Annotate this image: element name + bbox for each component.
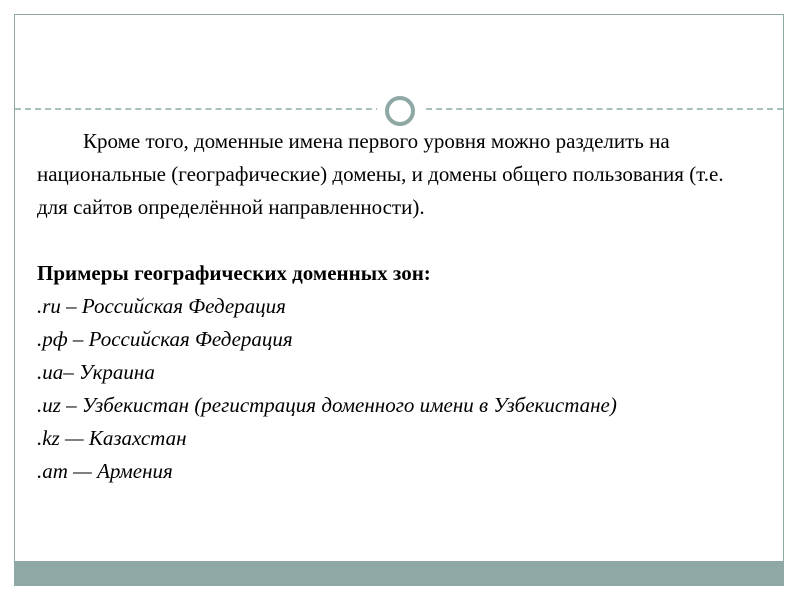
example-ua: .ua– Украина [37,360,155,384]
example-rf: .рф – Российская Федерация [37,327,293,351]
example-am: .am — Армения [37,459,173,483]
example-uz: .uz – Узбекистан (регистрация доменного имени в Узбекистане) [37,393,617,417]
intro-paragraph: Кроме того, доменные имена первого уровня можно разделить на национальные (географические) домены, и домены общего пользования (т.е. для сайтов определённой направленности). [37,129,724,219]
footer-bar [15,561,783,585]
example-kz: .kz — Казахстан [37,426,187,450]
examples-heading: Примеры географических доменных зон: [37,261,431,285]
circle-ring-inner [385,96,415,126]
example-ru: .ru – Российская Федерация [37,294,286,318]
slide-body [37,125,737,488]
paragraph-spacer [37,224,737,257]
